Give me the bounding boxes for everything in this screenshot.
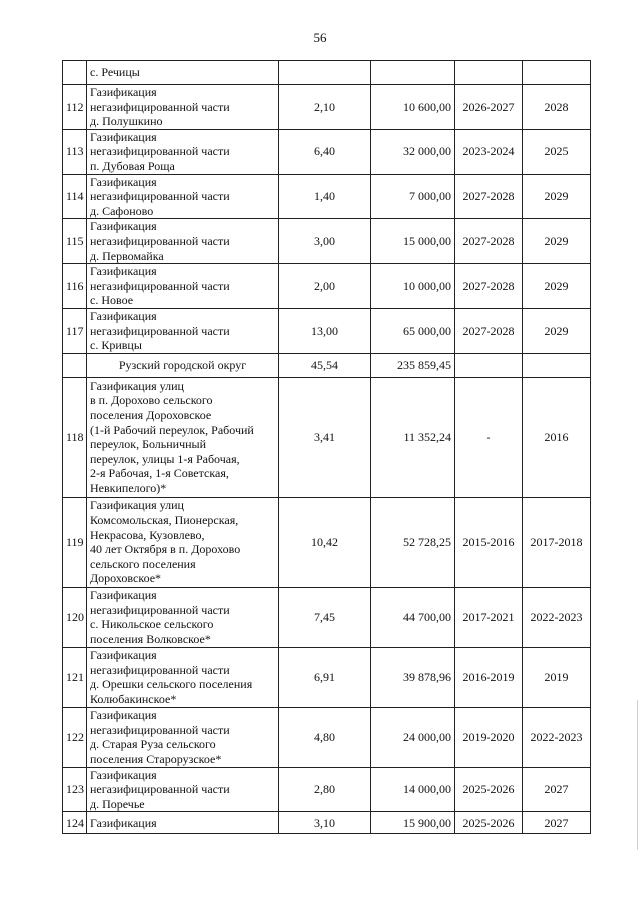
row-year: 2017-2018 [523, 497, 591, 587]
row-name [87, 129, 279, 174]
row-name-line: Газификация улиц [90, 378, 184, 393]
row-years: 2025-2026 [455, 812, 523, 834]
row-name-line: Газификация [90, 588, 157, 602]
subtotal-name: Рузский городской округ [87, 353, 279, 377]
subtotal-length: 45,54 [279, 353, 371, 377]
row-name [87, 497, 279, 587]
row-number: 121 [63, 647, 87, 707]
row-years: 2027-2028 [455, 264, 523, 309]
row-number: 116 [63, 264, 87, 309]
row-name-line: п. Дубовая Роща [90, 158, 175, 173]
row-name-line: Газификация [90, 85, 157, 99]
table-row [63, 129, 591, 174]
row-name-line: в п. Дорохово сельского [90, 393, 213, 408]
row-year: 2022-2023 [523, 587, 591, 647]
row-name-line: 2-я Рабочая, 1-я Советская, [90, 466, 229, 481]
row-length [279, 61, 371, 85]
row-cost: 52 728,25 [371, 497, 455, 587]
table-row [63, 219, 591, 264]
row-cost: 10 600,00 [371, 85, 455, 130]
row-years: 2026-2027 [455, 85, 523, 130]
row-length: 6,91 [279, 647, 371, 707]
row-name-line: 40 лет Октября в п. Дорохово [90, 542, 241, 557]
row-name-line: негазифицированной части [90, 99, 230, 114]
row-cost: 44 700,00 [371, 587, 455, 647]
row-name-line: Газификация [90, 308, 157, 323]
row-name-line: Газификация [90, 219, 157, 234]
row-name-line: поселения Дороховское [90, 408, 212, 422]
table-row [63, 767, 591, 812]
row-cost: 24 000,00 [371, 707, 455, 767]
row-years: 2015-2016 [455, 497, 523, 587]
row-length: 3,00 [279, 219, 371, 264]
table-row [63, 812, 591, 834]
row-year: 2028 [523, 85, 591, 130]
scan-edge-mark [637, 700, 638, 850]
row-number: 115 [63, 219, 87, 264]
page-number: 56 [313, 30, 327, 45]
row-number: 117 [63, 308, 87, 353]
row-name-line: д. Орешки сельского поселения [90, 677, 253, 692]
row-name-line: с. Никольское сельского [90, 617, 214, 632]
row-name-line: д. Первомайка [90, 248, 164, 263]
row-name-line: Газификация [90, 708, 157, 722]
row-name-line: переулок, Больничный [90, 437, 207, 452]
row-name-line: негазифицированной части [90, 662, 230, 677]
row-number: 124 [63, 812, 87, 834]
row-name-line: (1-й Рабочий переулок, Рабочий [90, 422, 254, 437]
table-row [63, 587, 591, 647]
row-years: 2027-2028 [455, 308, 523, 353]
row-cost: 32 000,00 [371, 129, 455, 174]
row-length: 3,10 [279, 812, 371, 834]
row-name-line: негазифицированной части [90, 323, 230, 338]
table-row [63, 647, 591, 707]
gasification-table [62, 60, 591, 834]
row-name-line: д. Полушкино [90, 114, 163, 129]
table-row [63, 308, 591, 353]
row-name-line: Газификация [90, 648, 157, 662]
row-name [87, 767, 279, 812]
continuation-row [63, 61, 591, 85]
row-year: 2029 [523, 219, 591, 264]
row-name-line: Газификация улиц [90, 498, 184, 513]
row-length: 2,00 [279, 264, 371, 309]
row-name [87, 377, 279, 497]
row-name-line: негазифицированной части [90, 144, 230, 159]
row-name [87, 647, 279, 707]
row-name-line: Невкипелого)* [90, 480, 167, 495]
row-cost: 10 000,00 [371, 264, 455, 309]
row-year: 2029 [523, 264, 591, 309]
row-name-line: с. Речицы [90, 65, 140, 80]
row-length: 1,40 [279, 174, 371, 219]
row-number: 119 [63, 497, 87, 587]
row-name-line: негазифицированной части [90, 722, 230, 737]
row-name-line: д. Поречье [90, 796, 145, 811]
row-year: 2019 [523, 647, 591, 707]
row-cost [371, 61, 455, 85]
row-name-line: Газификация [90, 264, 157, 279]
row-name [87, 707, 279, 767]
table-row [63, 377, 591, 497]
row-year: 2022-2023 [523, 707, 591, 767]
row-name-line: Некрасова, Кузовлево, [90, 527, 205, 542]
row-years [455, 61, 523, 85]
row-year [523, 353, 591, 377]
row-cost: 11 352,24 [371, 377, 455, 497]
row-number: 118 [63, 377, 87, 497]
subtotal-row [63, 353, 591, 377]
row-cost: 15 900,00 [371, 812, 455, 834]
row-name [87, 174, 279, 219]
row-year [523, 61, 591, 85]
row-name-line: д. Сафоново [90, 203, 154, 218]
row-name-line: Колюбакинское* [90, 691, 177, 706]
row-number: 113 [63, 129, 87, 174]
row-name-line: Газификация [90, 815, 157, 830]
row-cost: 65 000,00 [371, 308, 455, 353]
row-number: 120 [63, 587, 87, 647]
row-name-line: Газификация [90, 129, 157, 144]
row-year: 2029 [523, 174, 591, 219]
row-number: 122 [63, 707, 87, 767]
row-years: 2027-2028 [455, 174, 523, 219]
row-name-line: сельского поселения [90, 556, 196, 571]
row-name [87, 61, 279, 85]
row-year: 2027 [523, 812, 591, 834]
row-length: 3,41 [279, 377, 371, 497]
row-years: - [455, 377, 523, 497]
row-name [87, 308, 279, 353]
row-year: 2025 [523, 129, 591, 174]
row-years: 2019-2020 [455, 707, 523, 767]
row-name [87, 85, 279, 130]
row-cost: 14 000,00 [371, 767, 455, 812]
row-name [87, 812, 279, 834]
row-name-line: негазифицированной части [90, 278, 230, 293]
row-length: 10,42 [279, 497, 371, 587]
row-name-line: Газификация [90, 767, 157, 782]
row-years: 2027-2028 [455, 219, 523, 264]
row-name-line: поселения Волковское* [90, 631, 211, 646]
row-name [87, 219, 279, 264]
row-number [63, 353, 87, 377]
row-year: 2027 [523, 767, 591, 812]
row-years: 2025-2026 [455, 767, 523, 812]
row-years: 2017-2021 [455, 587, 523, 647]
table-row [63, 497, 591, 587]
row-name-line: Дороховское* [90, 571, 162, 586]
row-name-line: с. Кривцы [90, 338, 142, 353]
row-years: 2023-2024 [455, 129, 523, 174]
row-name-line: переулок, улицы 1-я Рабочая, [90, 451, 240, 466]
row-name-line: д. Старая Руза сельского [90, 737, 216, 752]
row-length: 7,45 [279, 587, 371, 647]
row-year: 2016 [523, 377, 591, 497]
row-length: 4,80 [279, 707, 371, 767]
row-length: 2,80 [279, 767, 371, 812]
row-number: 112 [63, 85, 87, 130]
row-years [455, 353, 523, 377]
row-name-line: негазифицированной части [90, 233, 230, 248]
row-name [87, 264, 279, 309]
row-name-line: Газификация [90, 174, 157, 189]
row-name-line: с. Новое [90, 293, 134, 308]
row-number: 123 [63, 767, 87, 812]
row-cost: 15 000,00 [371, 219, 455, 264]
table-row [63, 707, 591, 767]
row-name [87, 587, 279, 647]
table-row [63, 264, 591, 309]
row-name-line: негазифицированной части [90, 782, 230, 797]
row-cost: 7 000,00 [371, 174, 455, 219]
row-name-line: Комсомольская, Пионерская, [90, 513, 239, 527]
subtotal-cost: 235 859,45 [371, 353, 455, 377]
table-row [63, 85, 591, 130]
row-name-line: негазифицированной части [90, 189, 230, 204]
row-years: 2016-2019 [455, 647, 523, 707]
row-cost: 39 878,96 [371, 647, 455, 707]
row-name-line: поселения Старорузское* [90, 751, 222, 766]
row-year: 2029 [523, 308, 591, 353]
row-length: 6,40 [279, 129, 371, 174]
row-name-line: негазифицированной части [90, 602, 230, 617]
table-row [63, 174, 591, 219]
row-length: 13,00 [279, 308, 371, 353]
row-length: 2,10 [279, 85, 371, 130]
table-body [63, 61, 591, 834]
row-number: 114 [63, 174, 87, 219]
row-number [63, 61, 87, 85]
